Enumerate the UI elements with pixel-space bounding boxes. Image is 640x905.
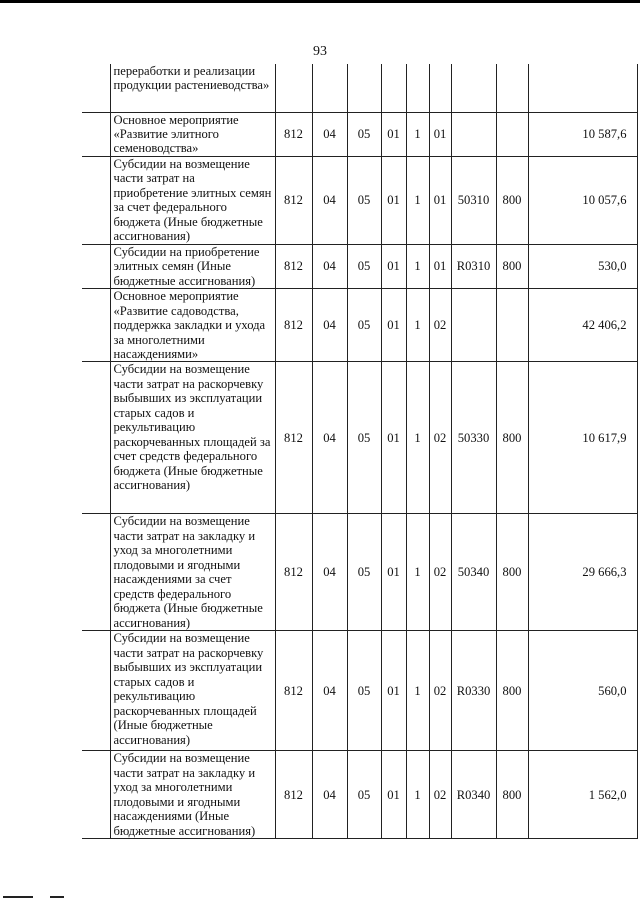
amount-cell: 1 562,0 [528, 751, 637, 839]
admin-code-cell: 812 [275, 289, 312, 362]
subsection-cell: 05 [347, 112, 381, 156]
event-cell: 02 [429, 362, 451, 514]
amount-cell: 10 617,9 [528, 362, 637, 514]
section-cell: 04 [312, 631, 347, 751]
margin-cell [82, 289, 110, 362]
event-cell: 02 [429, 751, 451, 839]
table-row [82, 244, 637, 288]
program-cell: 01 [381, 244, 406, 288]
subprogram-cell: 1 [406, 514, 429, 631]
amount-cell: 10 057,6 [528, 156, 637, 244]
expense-type-cell: 800 [496, 362, 528, 514]
section-cell: 04 [312, 244, 347, 288]
subsection-cell: 05 [347, 289, 381, 362]
program-cell: 01 [381, 289, 406, 362]
expense-type-cell: 800 [496, 751, 528, 839]
subsection-cell: 05 [347, 751, 381, 839]
amount-cell: 42 406,2 [528, 289, 637, 362]
amount-cell: 530,0 [528, 244, 637, 288]
expense-type-cell [496, 289, 528, 362]
margin-cell [82, 64, 110, 112]
expense-type-cell [496, 112, 528, 156]
page-number: 93 [313, 44, 327, 59]
table-row [82, 156, 637, 244]
subsection-cell [347, 64, 381, 112]
section-cell: 04 [312, 156, 347, 244]
section-cell: 04 [312, 112, 347, 156]
row-name-cell: переработки и реализации продукции растениеводства» [110, 64, 275, 112]
direction-code-cell: R0340 [451, 751, 496, 839]
margin-cell [82, 751, 110, 839]
subprogram-cell: 1 [406, 362, 429, 514]
table-row [82, 631, 637, 751]
direction-code-cell: R0330 [451, 631, 496, 751]
margin-cell [82, 112, 110, 156]
subprogram-cell: 1 [406, 751, 429, 839]
amount-cell [528, 64, 637, 112]
scan-mark [3, 896, 33, 898]
row-name-cell: Основное мероприятие «Развитие садоводства, поддержка закладки и ухода за многолетними насаждениями» [110, 289, 275, 362]
direction-code-cell [451, 64, 496, 112]
table-row [82, 64, 637, 112]
subprogram-cell: 1 [406, 112, 429, 156]
admin-code-cell: 812 [275, 514, 312, 631]
amount-cell: 560,0 [528, 631, 637, 751]
admin-code-cell: 812 [275, 244, 312, 288]
section-cell [312, 64, 347, 112]
expense-type-cell: 800 [496, 244, 528, 288]
event-cell [429, 64, 451, 112]
expense-type-cell: 800 [496, 631, 528, 751]
admin-code-cell: 812 [275, 362, 312, 514]
section-cell: 04 [312, 751, 347, 839]
row-name-cell: Субсидии на возмещение части затрат на раскорчевку выбывших из эксплуатации старых садов и рекультивацию раскорчеванных площадей (Иные бюджетные ассигнования) [110, 631, 275, 751]
admin-code-cell [275, 64, 312, 112]
margin-cell [82, 362, 110, 514]
direction-code-cell: 50330 [451, 362, 496, 514]
direction-code-cell [451, 289, 496, 362]
table-row [82, 289, 637, 362]
subprogram-cell: 1 [406, 631, 429, 751]
event-cell: 02 [429, 289, 451, 362]
direction-code-cell: R0310 [451, 244, 496, 288]
event-cell: 01 [429, 112, 451, 156]
section-cell: 04 [312, 362, 347, 514]
section-cell: 04 [312, 289, 347, 362]
row-name-cell: Субсидии на возмещение части затрат на закладку и уход за многолетними плодовыми и ягодными насаждениями (Иные бюджетные ассигнования) [110, 751, 275, 839]
top-edge-rule [0, 0, 640, 3]
row-name-cell: Субсидии на возмещение части затрат на закладку и уход за многолетними плодовыми и ягодными насаждениями за счет средств федерального бюджета (Иные бюджетные ассигнования) [110, 514, 275, 631]
direction-code-cell: 50310 [451, 156, 496, 244]
table-row [82, 514, 637, 631]
direction-code-cell [451, 112, 496, 156]
event-cell: 01 [429, 244, 451, 288]
expense-type-cell [496, 64, 528, 112]
program-cell [381, 64, 406, 112]
subprogram-cell: 1 [406, 289, 429, 362]
section-cell: 04 [312, 514, 347, 631]
program-cell: 01 [381, 631, 406, 751]
admin-code-cell: 812 [275, 156, 312, 244]
event-cell: 02 [429, 514, 451, 631]
admin-code-cell: 812 [275, 112, 312, 156]
row-name-cell: Субсидии на приобретение элитных семян (Иные бюджетные ассигнования) [110, 244, 275, 288]
event-cell: 01 [429, 156, 451, 244]
table-row [82, 751, 637, 839]
amount-cell: 10 587,6 [528, 112, 637, 156]
subsection-cell: 05 [347, 156, 381, 244]
subsection-cell: 05 [347, 244, 381, 288]
budget-table-body [82, 64, 637, 839]
row-name-cell: Субсидии на возмещение части затрат на раскорчевку выбывших из эксплуатации старых садов и рекультивацию раскорчеванных площадей за счет средств федерального бюджета (Иные бюджетные ассигнования) [110, 362, 275, 514]
program-cell: 01 [381, 514, 406, 631]
subprogram-cell [406, 64, 429, 112]
program-cell: 01 [381, 112, 406, 156]
amount-cell: 29 666,3 [528, 514, 637, 631]
program-cell: 01 [381, 751, 406, 839]
program-cell: 01 [381, 156, 406, 244]
subprogram-cell: 1 [406, 244, 429, 288]
admin-code-cell: 812 [275, 631, 312, 751]
subsection-cell: 05 [347, 514, 381, 631]
subsection-cell: 05 [347, 631, 381, 751]
scan-mark [50, 896, 64, 898]
table-row [82, 112, 637, 156]
budget-table [82, 64, 638, 839]
row-name-cell: Основное мероприятие «Развитие элитного семеноводства» [110, 112, 275, 156]
margin-cell [82, 156, 110, 244]
admin-code-cell: 812 [275, 751, 312, 839]
margin-cell [82, 514, 110, 631]
expense-type-cell: 800 [496, 156, 528, 244]
subprogram-cell: 1 [406, 156, 429, 244]
expense-type-cell: 800 [496, 514, 528, 631]
event-cell: 02 [429, 631, 451, 751]
margin-cell [82, 244, 110, 288]
table-row [82, 362, 637, 514]
direction-code-cell: 50340 [451, 514, 496, 631]
margin-cell [82, 631, 110, 751]
program-cell: 01 [381, 362, 406, 514]
row-name-cell: Субсидии на возмещение части затрат на приобретение элитных семян за счет федерального бюджета (Иные бюджетные ассигнования) [110, 156, 275, 244]
subsection-cell: 05 [347, 362, 381, 514]
